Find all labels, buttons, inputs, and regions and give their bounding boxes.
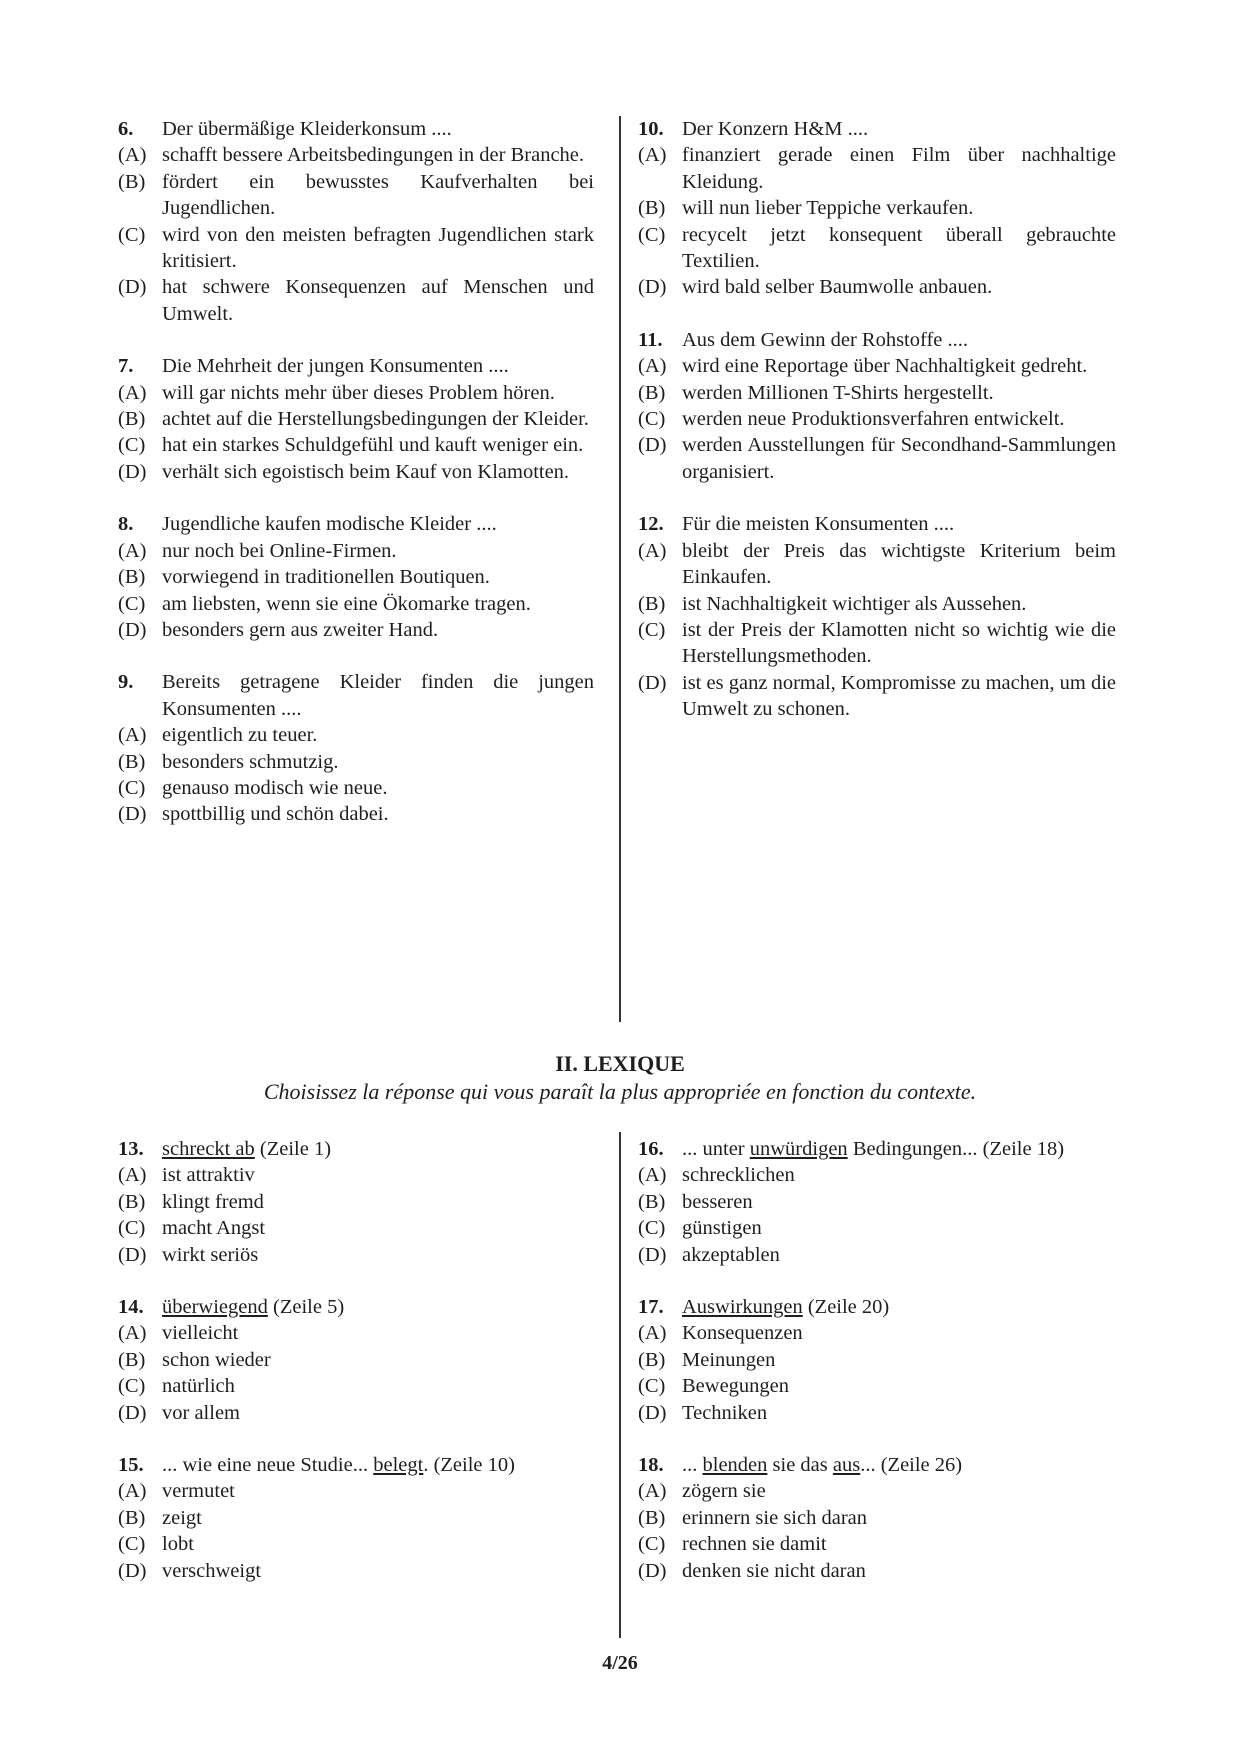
question-stem: Der übermäßige Kleiderkonsum .... <box>162 118 452 140</box>
question-stem <box>162 1136 594 1162</box>
option-label: (D) <box>118 276 147 299</box>
question-item <box>638 1452 1116 1584</box>
option-text: Konsequenzen <box>682 1322 803 1345</box>
option-label: (A) <box>118 1480 147 1503</box>
answer-option <box>118 432 594 458</box>
answer-option <box>118 406 594 432</box>
option-text: lobt <box>162 1533 194 1556</box>
question-stem-line <box>118 116 594 142</box>
answer-option <box>118 1558 594 1584</box>
question-number: 7. <box>118 355 134 378</box>
question-stem <box>682 1136 1116 1162</box>
answer-option <box>638 1347 1116 1373</box>
question-item <box>118 669 594 827</box>
option-label: (A) <box>638 1164 667 1187</box>
option-text: klingt fremd <box>162 1190 264 1213</box>
option-label: (C) <box>638 1217 666 1240</box>
part2-right-column <box>638 1136 1116 1610</box>
underlined-term: belegt <box>373 1454 424 1477</box>
answer-option <box>118 801 594 827</box>
option-text: Techniken <box>682 1401 768 1424</box>
question-stem-line <box>118 511 594 537</box>
option-label: (C) <box>118 434 146 457</box>
question-stem-line <box>638 511 1116 537</box>
option-text: ist Nachhaltigkeit wichtiger als Aussehen. <box>682 592 1027 615</box>
option-text: nur noch bei Online-Firmen. <box>162 539 397 562</box>
answer-option <box>638 1373 1116 1399</box>
option-text: vielleicht <box>162 1322 239 1345</box>
option-label: (B) <box>638 197 666 220</box>
option-label: (C) <box>118 223 146 246</box>
answer-option <box>638 1478 1116 1504</box>
question-stem-line <box>638 1136 1116 1162</box>
option-label: (A) <box>118 381 147 404</box>
stem-text: (Zeile 1) <box>254 1138 332 1160</box>
question-stem-line <box>118 1452 594 1478</box>
part2-left-column <box>118 1136 594 1610</box>
question-stem-line <box>118 353 594 379</box>
option-label: (C) <box>638 1375 666 1398</box>
question-number: 9. <box>118 671 134 694</box>
underlined-term: überwiegend <box>162 1296 268 1319</box>
option-label: (D) <box>638 434 667 457</box>
question-item <box>118 353 594 485</box>
answer-option <box>638 222 1116 275</box>
question-stem-line <box>638 1294 1116 1320</box>
answer-option <box>118 142 594 168</box>
underlined-term: Auswirkungen <box>682 1296 803 1319</box>
answer-option <box>118 749 594 775</box>
option-text: besseren <box>682 1190 753 1213</box>
answer-option <box>118 459 594 485</box>
option-label: (D) <box>638 1243 667 1266</box>
option-label: (A) <box>638 144 667 167</box>
question-number: 10. <box>638 118 664 140</box>
option-text: besonders schmutzig. <box>162 750 339 773</box>
option-label: (B) <box>118 1348 146 1371</box>
option-label: (B) <box>118 408 146 431</box>
question-item <box>118 1452 594 1584</box>
answer-option <box>638 432 1116 485</box>
option-label: (C) <box>638 223 666 246</box>
column-divider <box>619 1132 621 1638</box>
answer-option <box>638 1558 1116 1584</box>
question-number: 8. <box>118 513 134 536</box>
option-label: (D) <box>638 1559 667 1582</box>
option-label: (A) <box>118 1164 147 1187</box>
answer-option <box>638 670 1116 723</box>
answer-option <box>118 1242 594 1268</box>
option-text: ist es ganz normal, Kompromisse zu machen, um die Umwelt zu schonen. <box>682 671 1116 721</box>
option-label: (C) <box>118 1375 146 1398</box>
question-item <box>118 1136 594 1268</box>
question-stem: Für die meisten Konsumenten .... <box>682 513 955 536</box>
option-text: natürlich <box>162 1375 235 1398</box>
answer-option <box>118 1478 594 1504</box>
option-label: (A) <box>638 1322 667 1345</box>
option-label: (A) <box>118 539 147 562</box>
option-text: werden Millionen T-Shirts hergestellt. <box>682 381 994 404</box>
answer-option <box>638 1400 1116 1426</box>
option-text: hat ein starkes Schuldgefühl und kauft weniger ein. <box>162 434 584 457</box>
answer-option <box>118 1373 594 1399</box>
option-label: (D) <box>118 1559 147 1582</box>
question-stem-line <box>118 1136 594 1162</box>
option-text: ist attraktiv <box>162 1164 255 1187</box>
option-label: (A) <box>118 144 147 167</box>
answer-option <box>118 1189 594 1215</box>
answer-option <box>638 353 1116 379</box>
stem-text: ... unter <box>682 1138 750 1160</box>
question-item <box>638 1136 1116 1268</box>
option-label: (D) <box>638 276 667 299</box>
answer-option <box>638 380 1116 406</box>
stem-text: ... (Zeile 26) <box>860 1454 963 1477</box>
option-text: zeigt <box>162 1506 202 1529</box>
option-label: (D) <box>638 671 667 694</box>
question-stem-line <box>118 669 594 722</box>
option-label: (B) <box>118 566 146 589</box>
part1-left-column <box>118 116 594 854</box>
option-label: (D) <box>118 460 147 483</box>
answer-option <box>638 406 1116 432</box>
question-stem <box>162 1294 594 1320</box>
question-stem-line <box>638 1452 1116 1478</box>
question-number: 18. <box>638 1454 664 1477</box>
option-label: (B) <box>118 170 146 193</box>
option-text: will gar nichts mehr über dieses Problem hören. <box>162 381 555 404</box>
answer-option <box>638 1215 1116 1241</box>
option-label: (B) <box>638 1190 666 1213</box>
question-item <box>638 511 1116 722</box>
answer-option <box>118 591 594 617</box>
option-text: eigentlich zu teuer. <box>162 724 318 747</box>
option-text: spottbillig und schön dabei. <box>162 803 389 826</box>
question-number: 16. <box>638 1138 664 1160</box>
stem-text: sie das <box>767 1454 833 1477</box>
underlined-term: aus <box>832 1454 861 1477</box>
question-number: 17. <box>638 1296 664 1319</box>
answer-option <box>638 591 1116 617</box>
option-text: werden Ausstellungen für Secondhand-Sammlungen organisiert. <box>682 434 1116 483</box>
question-stem <box>162 1452 594 1478</box>
option-text: will nun lieber Teppiche verkaufen. <box>682 197 974 220</box>
question-number: 13. <box>118 1138 144 1160</box>
page-number: 4/26 <box>602 1652 638 1674</box>
option-text: rechnen sie damit <box>682 1533 827 1556</box>
option-label: (B) <box>638 1348 666 1371</box>
option-label: (B) <box>118 750 146 773</box>
option-text: vorwiegend in traditionellen Boutiquen. <box>162 566 490 589</box>
answer-option <box>118 722 594 748</box>
question-stem-line <box>118 1294 594 1320</box>
option-text: akzeptablen <box>682 1243 780 1266</box>
answer-option <box>638 1162 1116 1188</box>
question-number: 14. <box>118 1296 144 1319</box>
option-text: schafft bessere Arbeitsbedingungen in der Branche. <box>162 144 585 167</box>
option-label: (C) <box>638 408 666 431</box>
answer-option <box>638 195 1116 221</box>
stem-text: . (Zeile 10) <box>423 1454 515 1477</box>
option-label: (D) <box>118 618 147 641</box>
answer-option <box>118 1400 594 1426</box>
question-number: 12. <box>638 513 664 536</box>
stem-text: Bedingungen... (Zeile 18) <box>847 1138 1065 1160</box>
option-label: (B) <box>118 1190 146 1213</box>
option-text: werden neue Produktionsverfahren entwickelt. <box>682 408 1065 431</box>
stem-text: (Zeile 20) <box>802 1296 890 1319</box>
option-text: günstigen <box>682 1217 762 1240</box>
part1-right-column <box>638 116 1116 749</box>
stem-text: ... <box>682 1454 703 1477</box>
answer-option <box>118 1347 594 1373</box>
answer-option <box>638 1242 1116 1268</box>
option-text: Meinungen <box>682 1348 776 1371</box>
option-text: Bewegungen <box>682 1375 790 1398</box>
option-label: (A) <box>638 1480 667 1503</box>
option-label: (B) <box>638 381 666 404</box>
option-text: verschweigt <box>162 1559 262 1582</box>
option-label: (D) <box>118 1401 147 1424</box>
option-text: wirkt seriös <box>162 1243 259 1266</box>
stem-text: ... wie eine neue Studie... <box>162 1454 374 1477</box>
option-text: besonders gern aus zweiter Hand. <box>162 618 439 641</box>
question-item <box>118 511 594 643</box>
option-label: (C) <box>638 1533 666 1556</box>
option-label: (C) <box>118 592 146 615</box>
option-text: wird von den meisten befragten Jugendlichen stark kritisiert. <box>162 223 594 273</box>
question-number: 6. <box>118 118 134 140</box>
answer-option <box>118 1320 594 1346</box>
question-item <box>118 1294 594 1426</box>
question-stem <box>682 1294 1116 1320</box>
option-label: (B) <box>638 592 666 615</box>
answer-option <box>638 538 1116 591</box>
question-stem: Bereits getragene Kleider finden die jungen Konsumenten .... <box>162 671 594 720</box>
option-text: finanziert gerade einen Film über nachhaltige Kleidung. <box>682 144 1116 193</box>
option-label: (B) <box>118 1506 146 1529</box>
option-text: verhält sich egoistisch beim Kauf von Klamotten. <box>162 460 570 483</box>
option-text: achtet auf die Herstellungsbedingungen der Kleider. <box>162 408 589 431</box>
answer-option <box>118 274 594 327</box>
section-instructions: Choisissez la réponse qui vous paraît la plus appropriée en fonction du contexte. <box>263 1079 977 1104</box>
question-stem: Jugendliche kaufen modische Kleider .... <box>162 513 497 536</box>
answer-option <box>118 1531 594 1557</box>
option-text: genauso modisch wie neue. <box>162 776 388 799</box>
answer-option <box>118 564 594 590</box>
column-divider <box>619 116 621 1022</box>
answer-option <box>638 617 1116 670</box>
question-stem-line <box>638 327 1116 353</box>
option-text: wird eine Reportage über Nachhaltigkeit gedreht. <box>682 355 1088 378</box>
option-text: fördert ein bewusstes Kaufverhalten bei Jugendlichen. <box>162 170 594 220</box>
answer-option <box>638 274 1116 300</box>
answer-option <box>118 1215 594 1241</box>
option-label: (C) <box>118 1217 146 1240</box>
option-text: wird bald selber Baumwolle anbauen. <box>682 276 993 299</box>
option-text: vermutet <box>162 1480 235 1503</box>
answer-option <box>638 1531 1116 1557</box>
option-label: (A) <box>638 539 667 562</box>
option-label: (A) <box>638 355 667 378</box>
question-item <box>638 327 1116 485</box>
option-text: macht Angst <box>162 1217 266 1240</box>
option-text: schon wieder <box>162 1348 271 1371</box>
option-label: (D) <box>638 1401 667 1424</box>
option-text: recycelt jetzt konsequent überall gebrauchte Textilien. <box>682 223 1116 273</box>
question-stem: Aus dem Gewinn der Rohstoffe .... <box>682 328 969 351</box>
answer-option <box>118 222 594 275</box>
option-text: denken sie nicht daran <box>682 1559 866 1582</box>
option-text: schrecklichen <box>682 1164 795 1187</box>
option-text: ist der Preis der Klamotten nicht so wichtig wie die Herstellungsmethoden. <box>682 618 1116 668</box>
question-stem <box>682 1452 1116 1478</box>
question-stem-line <box>638 116 1116 142</box>
option-label: (A) <box>118 724 147 747</box>
answer-option <box>118 380 594 406</box>
underlined-term: schreckt ab <box>162 1138 255 1160</box>
underlined-term: unwürdigen <box>749 1138 848 1160</box>
option-text: vor allem <box>162 1401 240 1424</box>
option-text: am liebsten, wenn sie eine Ökomarke tragen. <box>162 592 531 615</box>
option-label: (C) <box>638 618 666 641</box>
option-label: (D) <box>118 803 147 826</box>
answer-option <box>118 617 594 643</box>
answer-option <box>118 775 594 801</box>
option-label: (B) <box>638 1506 666 1529</box>
answer-option <box>638 1505 1116 1531</box>
stem-text: (Zeile 5) <box>267 1296 345 1319</box>
option-text: hat schwere Konsequenzen auf Menschen und Umwelt. <box>162 276 594 325</box>
section-title: II. LEXIQUE <box>555 1051 685 1076</box>
question-stem: Die Mehrheit der jungen Konsumenten .... <box>162 355 509 378</box>
option-text: zögern sie <box>682 1480 766 1503</box>
option-label: (C) <box>118 1533 146 1556</box>
option-label: (C) <box>118 776 146 799</box>
question-stem: Der Konzern H&M .... <box>682 118 869 140</box>
option-text: erinnern sie sich daran <box>682 1506 867 1529</box>
question-item <box>118 116 594 327</box>
question-number: 11. <box>638 328 663 351</box>
option-label: (D) <box>118 1243 147 1266</box>
section-header <box>0 1050 1240 1106</box>
answer-option <box>638 142 1116 195</box>
answer-option <box>118 538 594 564</box>
answer-option <box>638 1320 1116 1346</box>
answer-option <box>118 1162 594 1188</box>
option-text: bleibt der Preis das wichtigste Kriterium beim Einkaufen. <box>682 539 1116 589</box>
underlined-term: blenden <box>702 1454 768 1477</box>
question-item <box>638 116 1116 301</box>
answer-option <box>638 1189 1116 1215</box>
option-label: (A) <box>118 1322 147 1345</box>
answer-option <box>118 1505 594 1531</box>
answer-option <box>118 169 594 222</box>
question-item <box>638 1294 1116 1426</box>
question-number: 15. <box>118 1454 144 1477</box>
